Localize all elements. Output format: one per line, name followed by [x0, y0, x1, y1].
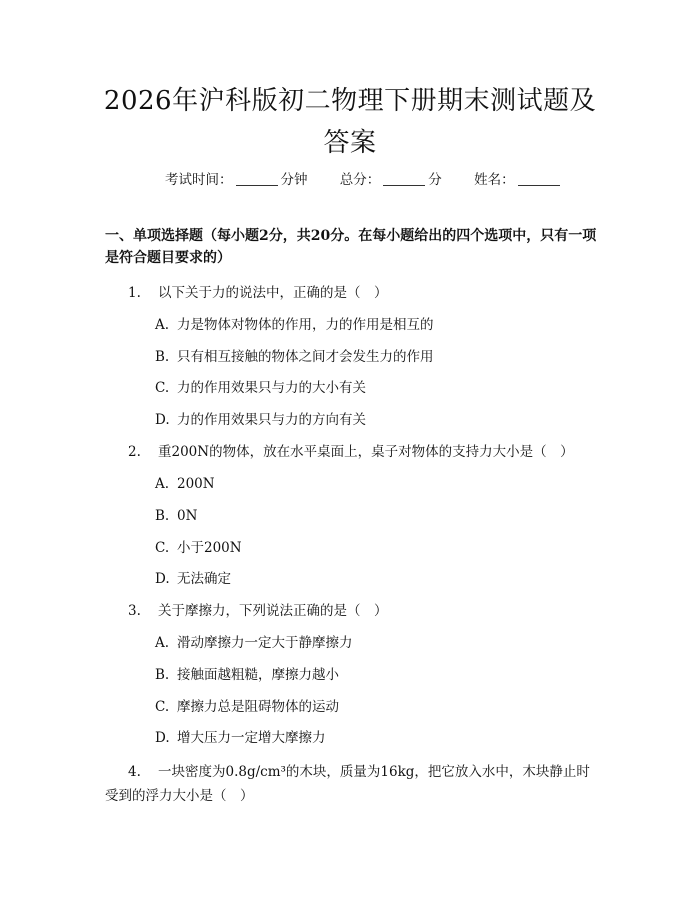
option-text: 无法确定: [177, 571, 231, 587]
option-letter: B.: [155, 508, 170, 524]
question-number: 3.: [128, 603, 141, 619]
option-3a: [155, 633, 353, 653]
option-text: 力的作用效果只与力的大小有关: [177, 380, 366, 396]
total-score-blank: [383, 171, 425, 186]
question-number: 1.: [128, 285, 141, 301]
section-heading: 一、单项选择题（每小题2分，共20分。在每小题给出的四个选项中，只有一项是符合题目要求的）: [105, 228, 597, 266]
question-number: 2.: [128, 444, 141, 460]
option-text: 只有相互接触的物体之间才会发生力的作用: [177, 349, 434, 365]
question-4: [105, 760, 595, 808]
student-name: [474, 172, 563, 188]
option-letter: B.: [155, 667, 170, 683]
exam-time-blank: [236, 171, 278, 186]
total-score-unit: 分: [428, 172, 442, 188]
option-text: 滑动摩擦力一定大于静摩擦力: [177, 635, 353, 651]
option-letter: A.: [155, 317, 170, 333]
exam-time: [165, 172, 308, 188]
option-text: 小于200N: [177, 540, 242, 556]
option-text: 摩擦力总是阻碍物体的运动: [177, 699, 339, 715]
option-3d: [155, 728, 326, 748]
question-number: 4.: [128, 764, 141, 780]
exam-time-label: 考试时间：: [165, 172, 233, 188]
option-letter: A.: [155, 635, 170, 651]
option-2a: [155, 474, 215, 494]
option-letter: C.: [155, 699, 170, 715]
question-text: 以下关于力的说法中，正确的是（ ）: [158, 285, 388, 301]
option-text: 力是物体对物体的作用，力的作用是相互的: [177, 317, 434, 333]
option-letter: D.: [155, 412, 170, 428]
option-text: 200N: [177, 476, 215, 492]
student-name-blank: [518, 171, 560, 186]
question-text: 重200N的物体，放在水平桌面上，桌子对物体的支持力大小是（ ）: [158, 444, 574, 460]
option-1a: [155, 315, 434, 335]
option-3b: [155, 665, 339, 685]
option-letter: C.: [155, 380, 170, 396]
option-1d: [155, 410, 366, 430]
option-1b: [155, 347, 434, 367]
question-text: 一块密度为0.8g/cm³的木块，质量为16kg，把它放入水中，木块静止时受到的浮力大小是（ ）: [105, 764, 590, 804]
exam-time-unit: 分钟: [280, 172, 308, 188]
question-1: [128, 283, 388, 303]
option-text: 力的作用效果只与力的方向有关: [177, 412, 366, 428]
option-2c: [155, 538, 242, 558]
option-text: 接触面越粗糙，摩擦力越小: [177, 667, 339, 683]
question-text: 关于摩擦力，下列说法正确的是（ ）: [158, 603, 388, 619]
total-score-label: 总分：: [339, 172, 381, 188]
option-letter: D.: [155, 571, 170, 587]
option-letter: C.: [155, 540, 170, 556]
option-text: 0N: [177, 508, 198, 524]
exam-meta: [165, 168, 591, 188]
option-letter: D.: [155, 730, 170, 746]
option-3c: [155, 697, 339, 717]
option-1c: [155, 378, 366, 398]
total-score: [340, 172, 442, 188]
question-2: [128, 442, 574, 462]
option-2b: [155, 506, 197, 526]
option-letter: B.: [155, 349, 170, 365]
page-title: 2026年沪科版初二物理下册期末测试题及答案: [103, 86, 597, 158]
student-name-label: 姓名：: [474, 172, 515, 188]
option-2d: [155, 569, 231, 589]
option-letter: A.: [155, 476, 170, 492]
option-text: 增大压力一定增大摩擦力: [177, 730, 326, 746]
question-3: [128, 601, 388, 621]
